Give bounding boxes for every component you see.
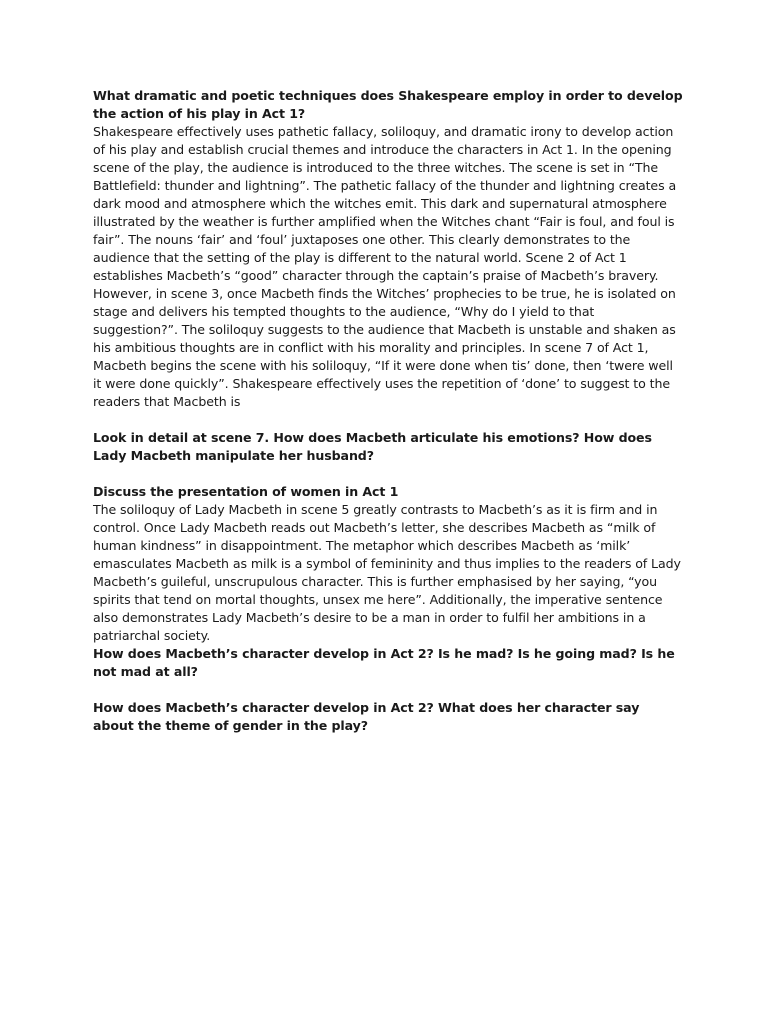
question-macbeth-act2-gender: How does Macbeth’s character develop in Act 2? What does her character say about the theme of gender in the play?: [93, 700, 640, 733]
question-scene7: Look in detail at scene 7. How does Macbeth articulate his emotions? How does Lady Macbeth manipulate her husband?: [93, 430, 652, 463]
question-act1-techniques: What dramatic and poetic techniques does Shakespeare employ in order to develop the action of his play in Act 1?: [93, 88, 683, 121]
question-macbeth-act2-mad: How does Macbeth’s character develop in Act 2? Is he mad? Is he going mad? Is he not mad at all?: [93, 646, 675, 679]
spacer: [93, 681, 683, 699]
document-body: [93, 87, 683, 735]
question-women-act1: Discuss the presentation of women in Act 1: [93, 484, 399, 499]
spacer: [93, 411, 683, 429]
spacer: [93, 465, 683, 483]
answer-women-act1: The soliloquy of Lady Macbeth in scene 5 greatly contrasts to Macbeth’s as it is firm and in control. Once Lady Macbeth reads out Macbeth’s letter, she describes Macbeth as “milk of human kindness” in disappointment. The metaphor which describes Macbeth as ‘milk’ emasculates Macbeth as milk is a symbol of femininity and thus implies to the readers of Lady Macbeth’s guileful, unscrupulous character. This is further emphasised by her saying, “you spirits that tend on mortal thoughts, unsex me here”. Additionally, the imperative sentence also demonstrates Lady Macbeth’s desire to be a man in order to fulfil her ambitions in a patriarchal society.: [93, 502, 681, 643]
answer-act1-techniques: Shakespeare effectively uses pathetic fallacy, soliloquy, and dramatic irony to develop action of his play and establish crucial themes and introduce the characters in Act 1. In the opening scene of the play, the audience is introduced to the three witches. The scene is set in “The Battlefield: thunder and lightning”. The pathetic fallacy of the thunder and lightning creates a dark mood and atmosphere which the witches emit. This dark and supernatural atmosphere illustrated by the weather is further amplified when the Witches chant “Fair is foul, and foul is fair”. The nouns ‘fair’ and ‘foul’ juxtaposes one other. This clearly demonstrates to the audience that the setting of the play is different to the natural world. Scene 2 of Act 1 establishes Macbeth’s “good” character through the captain’s praise of Macbeth’s bravery. However, in scene 3, once Macbeth finds the Witches’ prophecies to be true, he is isolated on stage and delivers his tempted thoughts to the audience, “Why do I yield to that suggestion?”. The soliloquy suggests to the audience that Macbeth is unstable and shaken as his ambitious thoughts are in conflict with his morality and principles. In scene 7 of Act 1, Macbeth begins the scene with his soliloquy, “If it were done when tis’ done, then ‘twere well it were done quickly”. Shakespeare effectively uses the repetition of ‘done’ to suggest to the readers that Macbeth is: [93, 124, 677, 409]
